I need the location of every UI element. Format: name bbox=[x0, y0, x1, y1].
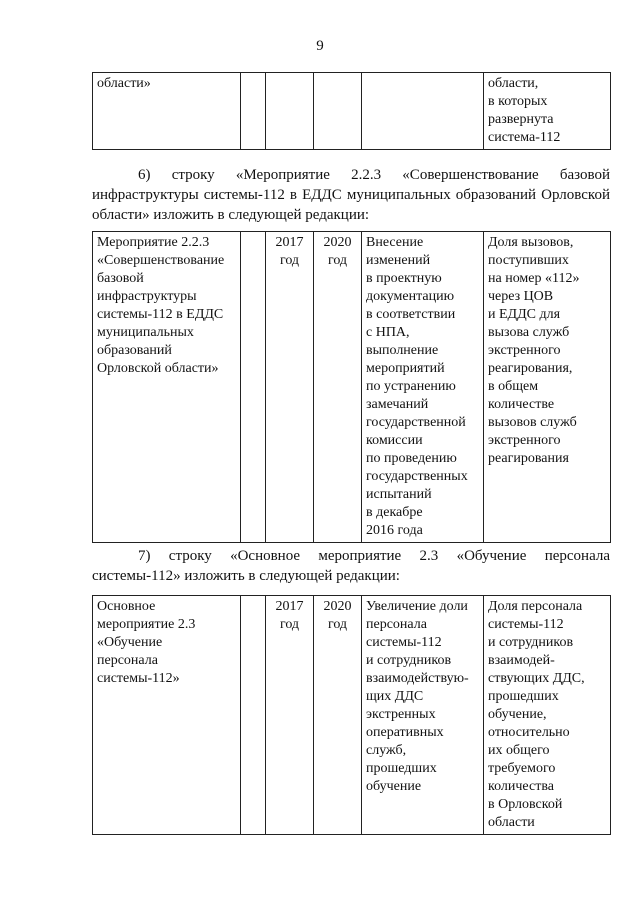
paragraph-6 bbox=[92, 165, 610, 225]
table-bottom-indicator: Доля персонала системы-112 и сотрудников взаимодей- ствующих ДДС, прошедших обучение, относительно их общего требуемого количества в Орловской области bbox=[484, 596, 611, 835]
table-top-cell-1: области» bbox=[93, 73, 241, 150]
table-top-cell-5 bbox=[362, 73, 484, 150]
table-top-cell-3 bbox=[266, 73, 314, 150]
paragraph-6-text: 6) строку «Мероприятие 2.2.3 «Совершенствование базовой инфраструктуры системы-112 в ЕДДС муниципальных образований Орловской области» изложить в следующей редакции: bbox=[92, 167, 610, 223]
table-mid-event-name: Мероприятие 2.2.3 «Совершенствование базовой инфраструктуры системы-112 в ЕДДС муниципальных образований Орловской области» bbox=[93, 232, 241, 543]
table-bottom-end-year: 2020 год bbox=[314, 596, 362, 835]
table-bottom-result: Увеличение доли персонала системы-112 и сотрудников взаимодействую- щих ДДС экстренных оперативных служб, прошедших обучение bbox=[362, 596, 484, 835]
paragraph-7 bbox=[92, 546, 610, 586]
table-mid-indicator: Доля вызовов, поступивших на номер «112» через ЦОВ и ЕДДС для вызова служб экстренного реагирования, в общем количестве вызовов служб экстренного реагирования bbox=[484, 232, 611, 543]
table-top-cell-4 bbox=[314, 73, 362, 150]
paragraph-7-text: 7) строку «Основное мероприятие 2.3 «Обучение персонала системы-112» изложить в следующей редакции: bbox=[92, 548, 610, 584]
table-mid-empty-cell bbox=[241, 232, 266, 543]
page-number: 9 bbox=[316, 38, 324, 54]
table-bottom-event-name: Основное мероприятие 2.3 «Обучение персонала системы-112» bbox=[93, 596, 241, 835]
table-bottom bbox=[92, 595, 611, 835]
table-top bbox=[92, 72, 611, 150]
table-bottom-start-year: 2017 год bbox=[266, 596, 314, 835]
table-mid-result: Внесение изменений в проектную документацию в соответствии с НПА, выполнение мероприятий по устранению замечаний государственной комиссии по проведению государственных испытаний в декабре 2016 года bbox=[362, 232, 484, 543]
table-bottom-empty-cell bbox=[241, 596, 266, 835]
table-mid-end-year: 2020 год bbox=[314, 232, 362, 543]
table-mid-start-year: 2017 год bbox=[266, 232, 314, 543]
table-top-cell-6: области, в которых развернута система-112 bbox=[484, 73, 611, 150]
table-top-cell-2 bbox=[241, 73, 266, 150]
table-mid bbox=[92, 231, 611, 543]
